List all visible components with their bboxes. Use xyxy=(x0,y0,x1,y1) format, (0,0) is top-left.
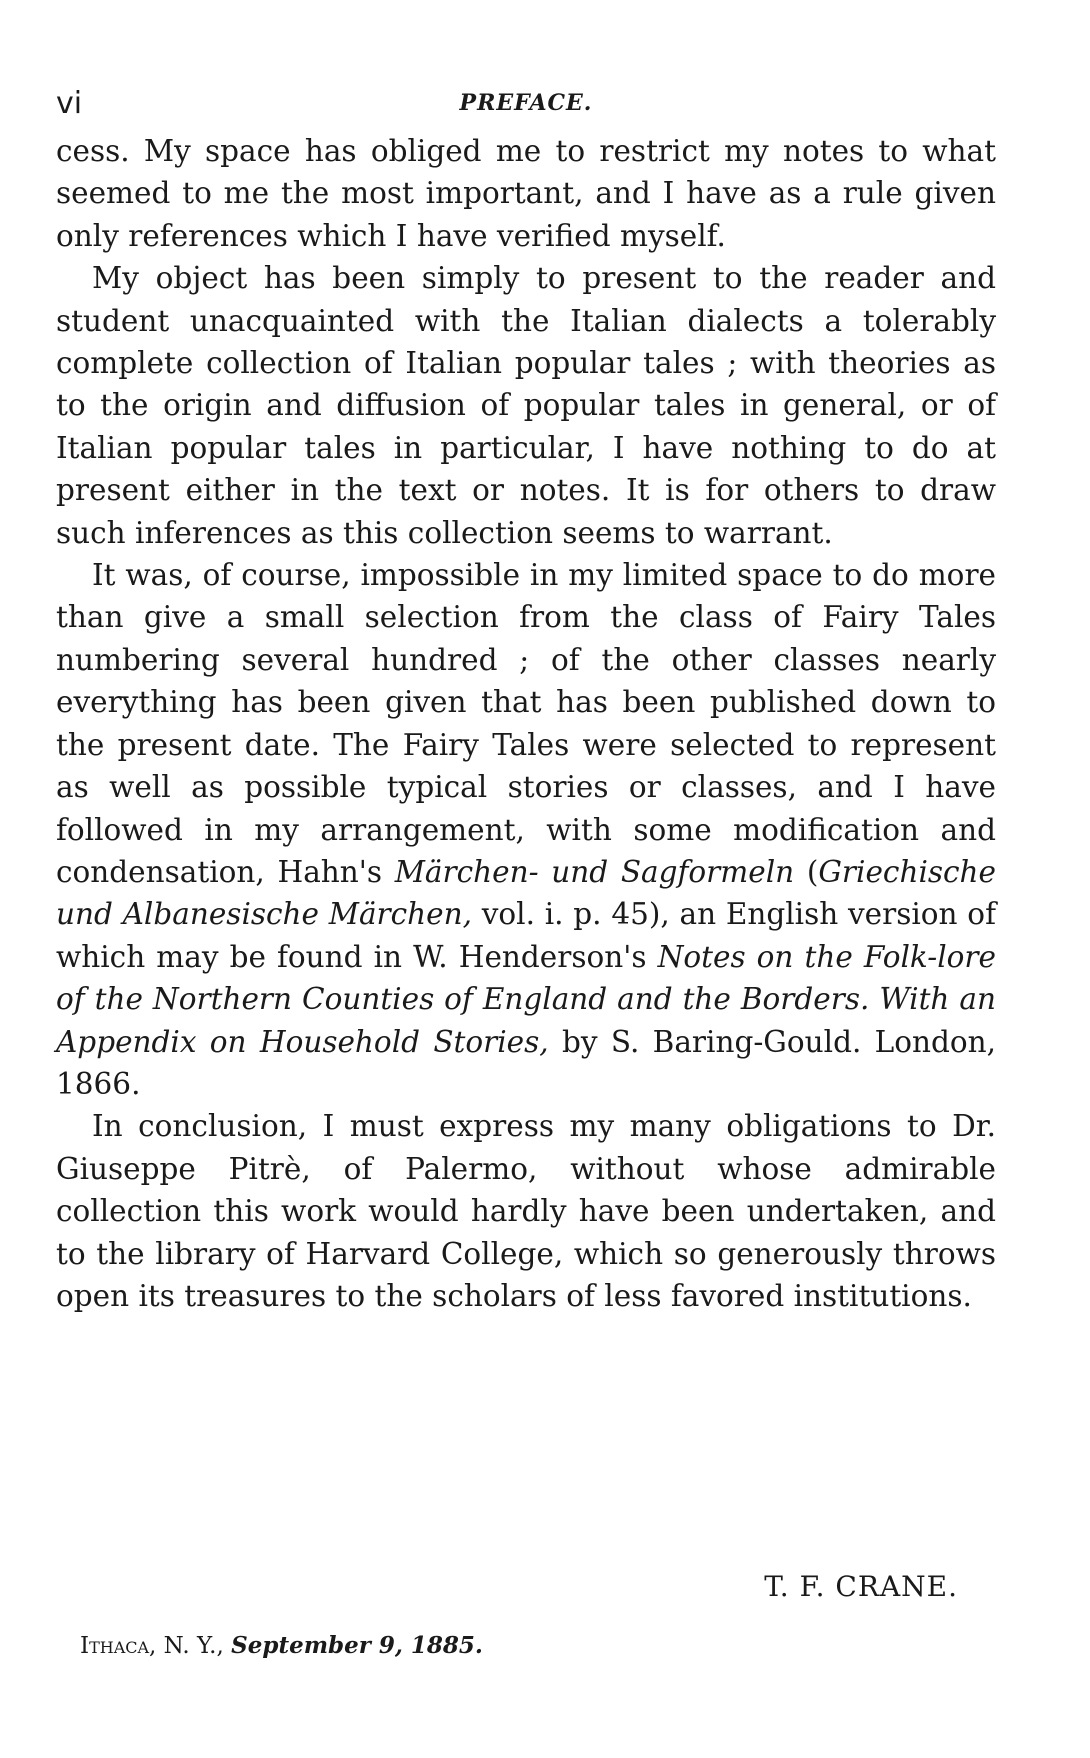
book-title-notes: Notes on the Folk-lore of the Northern Counties of England and the Borders. With an Appendix on Household Stories, xyxy=(56,939,996,1059)
running-head: PREFACE. xyxy=(459,90,593,116)
author-signature: T. F. CRANE. xyxy=(764,1570,958,1603)
book-title-maerchen: Märchen- und Sagformeln xyxy=(394,854,795,889)
dateline-date: September 9, 1885. xyxy=(231,1632,483,1659)
paragraph-continuation: cess. My space has obliged me to restrict my notes to what seemed to me the most important, and I have as a rule given only references which I have verified myself. xyxy=(56,134,996,253)
book-title-griechische: Griechische und Albanesische Märchen, xyxy=(56,854,996,932)
paragraph-selection-text-4: by S. Baring-Gould. London, 1866. xyxy=(56,1024,997,1101)
paragraph-selection xyxy=(56,554,996,1105)
dateline xyxy=(80,1632,483,1659)
dateline-place: Ithaca, N. Y., xyxy=(80,1633,224,1659)
page-header xyxy=(56,86,996,126)
paragraph-selection-text-3: vol. i. p. 45), an English version of which may be found in W. Henderson's xyxy=(56,897,996,974)
paragraph-selection-text-1: It was, of course, impossible in my limited space to do more than give a small selection from the class of Fairy Tales numbering several hundred ; of the other classes nearly everything has been given that has been published down to the present date. The Fairy Tales were selected to represent as well as possible typical stories or classes, and I have followed in my arrangement, with some modification and condensation, Hahn's xyxy=(56,558,996,889)
page-number: vi xyxy=(56,86,83,121)
paragraph-selection-text-2: ( xyxy=(794,854,819,889)
paragraph-conclusion: In conclusion, I must express my many obligations to Dr. Giuseppe Pitrè, of Palermo, without whose admirable collection this work would hardly have been undertaken, and to the library of Harvard College, which so generously throws open its treasures to the scholars of less favored institutions. xyxy=(56,1109,996,1313)
paragraph-object: My object has been simply to present to the reader and student unacquainted with the Italian dialects a tolerably complete collection of Italian popular tales ; with theories as to the origin and diffusion of popular tales in general, or of Italian popular tales in particular, I have nothing to do at present either in the text or notes. It is for others to draw such inferences as this collection seems to warrant. xyxy=(56,261,996,550)
preface-body xyxy=(56,130,996,1317)
